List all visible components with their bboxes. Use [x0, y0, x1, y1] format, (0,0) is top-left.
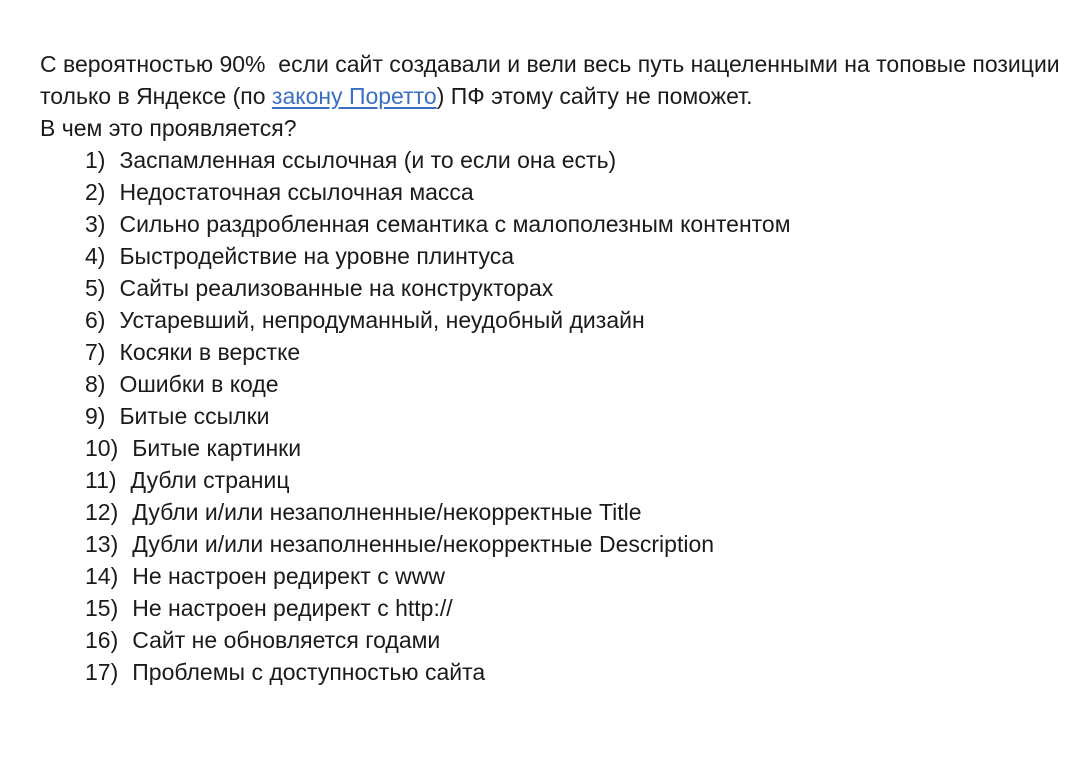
- list-item-text: Устаревший, непродуманный, неудобный дизайн: [119, 307, 645, 333]
- list-item-number: 1): [85, 147, 106, 173]
- issues-list: [40, 144, 1060, 688]
- list-item-number: 13): [85, 531, 119, 557]
- list-item-number: 8): [85, 371, 106, 397]
- list-item: [40, 624, 1060, 656]
- list-item-number: 5): [85, 275, 106, 301]
- list-item-text: Недостаточная ссылочная масса: [119, 179, 474, 205]
- list-item: [40, 400, 1060, 432]
- list-item-text: Косяки в верстке: [119, 339, 301, 365]
- list-item-number: 14): [85, 563, 119, 589]
- list-item-text: Ошибки в коде: [119, 371, 279, 397]
- list-item-number: 7): [85, 339, 106, 365]
- list-item-text: Сильно раздробленная семантика с малополезным контентом: [119, 211, 791, 237]
- list-item: [40, 496, 1060, 528]
- list-item-text: Сайт не обновляется годами: [132, 627, 441, 653]
- list-item: [40, 144, 1060, 176]
- list-item-number: 4): [85, 243, 106, 269]
- intro-paragraph: [40, 48, 1067, 112]
- list-item-number: 11): [85, 467, 117, 493]
- question-line: В чем это проявляется?: [40, 115, 297, 141]
- list-item: [40, 272, 1060, 304]
- list-item: [40, 656, 1060, 688]
- list-item: [40, 432, 1060, 464]
- intro-text-after: ) ПФ этому сайту не поможет.: [436, 83, 753, 109]
- list-item: [40, 464, 1060, 496]
- list-item-text: Дубли и/или незаполненные/некорректные Title: [132, 499, 642, 525]
- list-item-number: 9): [85, 403, 106, 429]
- list-item-text: Заспамленная ссылочная (и то если она есть): [119, 147, 617, 173]
- list-item: [40, 560, 1060, 592]
- list-item-text: Не настроен редирект с www: [132, 563, 445, 589]
- list-item-text: Битые ссылки: [119, 403, 270, 429]
- list-item-number: 12): [85, 499, 119, 525]
- list-item: [40, 176, 1060, 208]
- list-item: [40, 240, 1060, 272]
- list-item-text: Не настроен редирект с http://: [132, 595, 453, 621]
- list-item: [40, 336, 1060, 368]
- list-item-number: 6): [85, 307, 106, 333]
- list-item-text: Проблемы с доступностью сайта: [132, 659, 486, 685]
- list-item-number: 17): [85, 659, 119, 685]
- list-item: [40, 592, 1060, 624]
- list-item: [40, 368, 1060, 400]
- list-item-text: Дубли и/или незаполненные/некорректные Description: [132, 531, 715, 557]
- list-item: [40, 208, 1060, 240]
- intro-text-before: С вероятностью 90% если сайт создавали и вели весь путь нацеленными на топовые позиции только в Яндексе (по: [40, 51, 1067, 109]
- list-item-number: 2): [85, 179, 106, 205]
- list-item-text: Дубли страниц: [130, 467, 290, 493]
- list-item-number: 3): [85, 211, 106, 237]
- list-item-number: 10): [85, 435, 119, 461]
- poretto-law-link[interactable]: закону Поретто: [271, 83, 437, 109]
- list-item: [40, 528, 1060, 560]
- list-item: [40, 304, 1060, 336]
- list-item-text: Сайты реализованные на конструкторах: [119, 275, 554, 301]
- list-item-text: Битые картинки: [132, 435, 302, 461]
- list-item-text: Быстродействие на уровне плинтуса: [119, 243, 515, 269]
- list-item-number: 15): [85, 595, 119, 621]
- list-item-number: 16): [85, 627, 119, 653]
